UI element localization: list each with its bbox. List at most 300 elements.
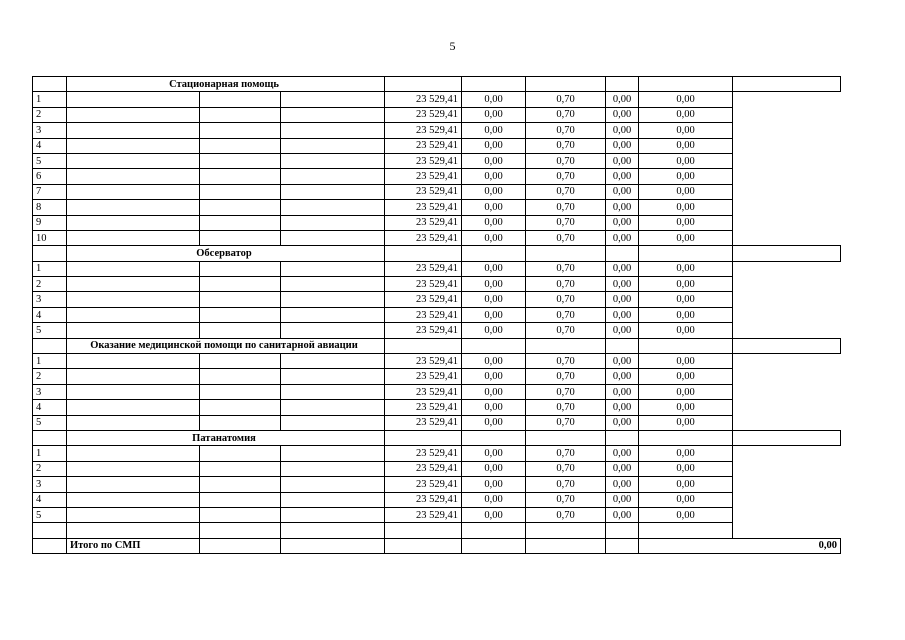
empty-cell [67, 507, 200, 522]
empty-cell [281, 492, 385, 507]
empty-cell [639, 77, 733, 92]
empty-cell [67, 461, 200, 476]
value-cell: 0,00 [606, 384, 639, 399]
empty-cell [67, 123, 200, 138]
empty-cell [200, 369, 281, 384]
empty-cell [200, 523, 281, 538]
value-cell: 0,00 [606, 507, 639, 522]
table-row [33, 507, 841, 522]
value-cell: 0,00 [606, 123, 639, 138]
empty-cell [200, 153, 281, 168]
table-body [33, 77, 841, 554]
empty-cell [526, 246, 606, 261]
empty-cell [200, 354, 281, 369]
value-cell: 0,00 [606, 200, 639, 215]
page-number: 5 [449, 39, 456, 53]
row-number: 1 [33, 354, 67, 369]
empty-cell [385, 246, 462, 261]
value-cell: 0,00 [606, 415, 639, 430]
value-cell: 0,00 [639, 354, 733, 369]
value-cell: 0,00 [606, 307, 639, 322]
empty-cell [281, 92, 385, 107]
value-cell: 0,00 [462, 477, 526, 492]
table-row [33, 354, 841, 369]
table-row [33, 307, 841, 322]
coefficient-cell: 0,70 [526, 277, 606, 292]
empty-cell [462, 338, 526, 353]
empty-cell [200, 538, 281, 553]
empty-cell [281, 477, 385, 492]
empty-cell [281, 200, 385, 215]
value-cell: 0,00 [606, 261, 639, 276]
tariff-cell: 23 529,41 [385, 184, 462, 199]
tariff-cell: 23 529,41 [385, 492, 462, 507]
empty-cell [281, 292, 385, 307]
empty-cell [606, 538, 639, 553]
value-cell: 0,00 [462, 230, 526, 245]
empty-cell [639, 246, 733, 261]
empty-cell [200, 184, 281, 199]
row-number: 1 [33, 446, 67, 461]
empty-cell [67, 230, 200, 245]
section-title: Оказание медицинской помощи по санитарной авиации [67, 338, 385, 353]
tariff-cell: 23 529,41 [385, 107, 462, 122]
table-row [33, 215, 841, 230]
empty-cell [67, 277, 200, 292]
empty-cell [281, 138, 385, 153]
empty-cell [733, 338, 841, 353]
empty-cell [526, 430, 606, 445]
value-cell: 0,00 [462, 92, 526, 107]
empty-cell [462, 538, 526, 553]
tariff-cell: 23 529,41 [385, 369, 462, 384]
empty-cell [281, 354, 385, 369]
tariff-cell: 23 529,41 [385, 461, 462, 476]
value-cell: 0,00 [462, 184, 526, 199]
coefficient-cell: 0,70 [526, 384, 606, 399]
empty-cell [385, 430, 462, 445]
row-number: 6 [33, 169, 67, 184]
value-cell: 0,00 [639, 277, 733, 292]
row-number: 4 [33, 492, 67, 507]
empty-cell [281, 277, 385, 292]
value-cell: 0,00 [639, 123, 733, 138]
empty-cell [200, 107, 281, 122]
blank-row [33, 523, 841, 538]
value-cell: 0,00 [639, 446, 733, 461]
value-cell: 0,00 [606, 446, 639, 461]
empty-cell [67, 215, 200, 230]
empty-cell [67, 323, 200, 338]
empty-cell [200, 307, 281, 322]
row-number: 5 [33, 415, 67, 430]
empty-cell [200, 400, 281, 415]
value-cell: 0,00 [639, 292, 733, 307]
total-label: Итого по СМП [67, 538, 200, 553]
coefficient-cell: 0,70 [526, 215, 606, 230]
empty-cell [200, 461, 281, 476]
empty-cell [281, 323, 385, 338]
empty-cell [281, 107, 385, 122]
table-row [33, 153, 841, 168]
empty-cell [526, 338, 606, 353]
empty-cell [200, 507, 281, 522]
value-cell: 0,00 [639, 261, 733, 276]
coefficient-cell: 0,70 [526, 138, 606, 153]
section-header-row [33, 246, 841, 261]
empty-cell [639, 523, 733, 538]
value-cell: 0,00 [639, 184, 733, 199]
coefficient-cell: 0,70 [526, 507, 606, 522]
value-cell: 0,00 [639, 323, 733, 338]
table-row [33, 400, 841, 415]
value-cell: 0,00 [639, 138, 733, 153]
value-cell: 0,00 [606, 400, 639, 415]
tariff-cell: 23 529,41 [385, 384, 462, 399]
empty-cell [67, 292, 200, 307]
empty-cell [281, 369, 385, 384]
row-number: 3 [33, 477, 67, 492]
empty-cell [606, 338, 639, 353]
value-cell: 0,00 [462, 492, 526, 507]
value-cell: 0,00 [462, 507, 526, 522]
empty-cell [67, 384, 200, 399]
row-number: 4 [33, 138, 67, 153]
empty-cell [200, 446, 281, 461]
row-number: 2 [33, 107, 67, 122]
value-cell: 0,00 [606, 492, 639, 507]
empty-cell [385, 338, 462, 353]
data-table [32, 76, 841, 554]
empty-cell [33, 246, 67, 261]
coefficient-cell: 0,70 [526, 446, 606, 461]
value-cell: 0,00 [462, 354, 526, 369]
value-cell: 0,00 [639, 384, 733, 399]
value-cell: 0,00 [462, 123, 526, 138]
table-row [33, 461, 841, 476]
empty-cell [67, 369, 200, 384]
value-cell: 0,00 [606, 215, 639, 230]
empty-cell [67, 446, 200, 461]
tariff-cell: 23 529,41 [385, 153, 462, 168]
empty-cell [281, 461, 385, 476]
row-number: 1 [33, 261, 67, 276]
row-number: 3 [33, 123, 67, 138]
row-number: 7 [33, 184, 67, 199]
empty-cell [67, 415, 200, 430]
empty-cell [200, 169, 281, 184]
tariff-cell: 23 529,41 [385, 446, 462, 461]
row-number: 3 [33, 292, 67, 307]
value-cell: 0,00 [462, 153, 526, 168]
empty-cell [281, 400, 385, 415]
value-cell: 0,00 [606, 477, 639, 492]
value-cell: 0,00 [639, 307, 733, 322]
table-row [33, 492, 841, 507]
empty-cell [281, 307, 385, 322]
empty-cell [200, 415, 281, 430]
empty-cell [385, 538, 462, 553]
empty-cell [281, 507, 385, 522]
value-cell: 0,00 [639, 507, 733, 522]
empty-cell [200, 292, 281, 307]
empty-cell [200, 230, 281, 245]
empty-cell [281, 215, 385, 230]
tariff-cell: 23 529,41 [385, 400, 462, 415]
empty-cell [33, 430, 67, 445]
value-cell: 0,00 [639, 369, 733, 384]
value-cell: 0,00 [606, 92, 639, 107]
empty-cell [733, 246, 841, 261]
coefficient-cell: 0,70 [526, 323, 606, 338]
empty-cell [67, 138, 200, 153]
empty-cell [200, 123, 281, 138]
empty-cell [733, 430, 841, 445]
empty-cell [200, 200, 281, 215]
value-cell: 0,00 [462, 400, 526, 415]
empty-cell [639, 338, 733, 353]
empty-cell [33, 338, 67, 353]
empty-cell [67, 92, 200, 107]
value-cell: 0,00 [462, 369, 526, 384]
value-cell: 0,00 [606, 107, 639, 122]
value-cell: 0,00 [462, 323, 526, 338]
table-row [33, 415, 841, 430]
row-number: 3 [33, 384, 67, 399]
empty-cell [67, 107, 200, 122]
empty-cell [281, 261, 385, 276]
section-header-row [33, 77, 841, 92]
tariff-cell: 23 529,41 [385, 415, 462, 430]
value-cell: 0,00 [606, 461, 639, 476]
empty-cell [462, 523, 526, 538]
total-value: 0,00 [639, 538, 841, 553]
value-cell: 0,00 [606, 277, 639, 292]
row-number: 9 [33, 215, 67, 230]
value-cell: 0,00 [606, 369, 639, 384]
tariff-cell: 23 529,41 [385, 507, 462, 522]
coefficient-cell: 0,70 [526, 461, 606, 476]
tariff-cell: 23 529,41 [385, 261, 462, 276]
value-cell: 0,00 [639, 230, 733, 245]
tariff-cell: 23 529,41 [385, 200, 462, 215]
empty-cell [281, 446, 385, 461]
empty-cell [200, 261, 281, 276]
empty-cell [385, 523, 462, 538]
section-title: Обсерватор [67, 246, 385, 261]
coefficient-cell: 0,70 [526, 169, 606, 184]
value-cell: 0,00 [639, 461, 733, 476]
empty-cell [733, 77, 841, 92]
table-row [33, 92, 841, 107]
row-number: 5 [33, 507, 67, 522]
coefficient-cell: 0,70 [526, 369, 606, 384]
row-number: 1 [33, 92, 67, 107]
value-cell: 0,00 [462, 200, 526, 215]
table-row [33, 277, 841, 292]
empty-cell [200, 277, 281, 292]
value-cell: 0,00 [639, 215, 733, 230]
table-row [33, 184, 841, 199]
coefficient-cell: 0,70 [526, 184, 606, 199]
empty-cell [200, 138, 281, 153]
empty-cell [67, 354, 200, 369]
value-cell: 0,00 [639, 400, 733, 415]
empty-cell [281, 384, 385, 399]
value-cell: 0,00 [462, 446, 526, 461]
empty-cell [200, 477, 281, 492]
section-header-row [33, 338, 841, 353]
value-cell: 0,00 [606, 354, 639, 369]
empty-cell [281, 230, 385, 245]
empty-cell [281, 523, 385, 538]
empty-cell [200, 492, 281, 507]
row-number: 5 [33, 153, 67, 168]
section-title: Патанатомия [67, 430, 385, 445]
tariff-cell: 23 529,41 [385, 169, 462, 184]
tariff-cell: 23 529,41 [385, 277, 462, 292]
empty-cell [462, 77, 526, 92]
coefficient-cell: 0,70 [526, 153, 606, 168]
total-row [33, 538, 841, 553]
row-number: 2 [33, 461, 67, 476]
value-cell: 0,00 [462, 261, 526, 276]
value-cell: 0,00 [606, 184, 639, 199]
coefficient-cell: 0,70 [526, 123, 606, 138]
table-row [33, 446, 841, 461]
empty-cell [606, 246, 639, 261]
value-cell: 0,00 [606, 230, 639, 245]
empty-cell [33, 77, 67, 92]
empty-cell [462, 246, 526, 261]
table-row [33, 292, 841, 307]
value-cell: 0,00 [462, 138, 526, 153]
value-cell: 0,00 [606, 292, 639, 307]
value-cell: 0,00 [639, 200, 733, 215]
empty-cell [67, 200, 200, 215]
value-cell: 0,00 [462, 215, 526, 230]
tariff-cell: 23 529,41 [385, 323, 462, 338]
empty-cell [606, 77, 639, 92]
coefficient-cell: 0,70 [526, 354, 606, 369]
row-number: 4 [33, 400, 67, 415]
value-cell: 0,00 [462, 107, 526, 122]
empty-cell [462, 430, 526, 445]
table-row [33, 169, 841, 184]
coefficient-cell: 0,70 [526, 307, 606, 322]
value-cell: 0,00 [462, 169, 526, 184]
tariff-cell: 23 529,41 [385, 215, 462, 230]
empty-cell [606, 523, 639, 538]
empty-cell [385, 77, 462, 92]
empty-cell [281, 415, 385, 430]
table-row [33, 261, 841, 276]
empty-cell [200, 215, 281, 230]
value-cell: 0,00 [639, 477, 733, 492]
empty-cell [606, 430, 639, 445]
value-cell: 0,00 [639, 415, 733, 430]
tariff-cell: 23 529,41 [385, 138, 462, 153]
coefficient-cell: 0,70 [526, 261, 606, 276]
empty-cell [33, 538, 67, 553]
empty-cell [281, 153, 385, 168]
table-row [33, 123, 841, 138]
coefficient-cell: 0,70 [526, 230, 606, 245]
value-cell: 0,00 [606, 169, 639, 184]
tariff-cell: 23 529,41 [385, 123, 462, 138]
value-cell: 0,00 [639, 107, 733, 122]
table-row [33, 107, 841, 122]
value-cell: 0,00 [606, 153, 639, 168]
table-row [33, 138, 841, 153]
value-cell: 0,00 [606, 138, 639, 153]
coefficient-cell: 0,70 [526, 477, 606, 492]
value-cell: 0,00 [462, 307, 526, 322]
section-title: Стационарная помощь [67, 77, 385, 92]
empty-cell [67, 184, 200, 199]
row-number: 5 [33, 323, 67, 338]
value-cell: 0,00 [462, 384, 526, 399]
value-cell: 0,00 [462, 277, 526, 292]
row-number: 10 [33, 230, 67, 245]
empty-cell [526, 538, 606, 553]
empty-cell [67, 477, 200, 492]
empty-cell [281, 538, 385, 553]
tariff-cell: 23 529,41 [385, 92, 462, 107]
empty-cell [639, 430, 733, 445]
tariff-cell: 23 529,41 [385, 230, 462, 245]
empty-cell [200, 92, 281, 107]
value-cell: 0,00 [639, 153, 733, 168]
row-number: 4 [33, 307, 67, 322]
value-cell: 0,00 [639, 92, 733, 107]
empty-cell [67, 153, 200, 168]
empty-cell [33, 523, 67, 538]
value-cell: 0,00 [639, 492, 733, 507]
table-row [33, 200, 841, 215]
value-cell: 0,00 [462, 292, 526, 307]
table-row [33, 384, 841, 399]
empty-cell [200, 323, 281, 338]
row-number: 8 [33, 200, 67, 215]
value-cell: 0,00 [462, 461, 526, 476]
empty-cell [281, 123, 385, 138]
table-row [33, 323, 841, 338]
table-row [33, 369, 841, 384]
coefficient-cell: 0,70 [526, 415, 606, 430]
table-row [33, 230, 841, 245]
table-row [33, 477, 841, 492]
tariff-cell: 23 529,41 [385, 292, 462, 307]
empty-cell [67, 261, 200, 276]
section-header-row [33, 430, 841, 445]
coefficient-cell: 0,70 [526, 292, 606, 307]
coefficient-cell: 0,70 [526, 92, 606, 107]
tariff-cell: 23 529,41 [385, 354, 462, 369]
empty-cell [526, 523, 606, 538]
row-number: 2 [33, 369, 67, 384]
tariff-cell: 23 529,41 [385, 307, 462, 322]
value-cell: 0,00 [639, 169, 733, 184]
empty-cell [200, 384, 281, 399]
empty-cell [67, 307, 200, 322]
row-number: 2 [33, 277, 67, 292]
empty-cell [281, 169, 385, 184]
coefficient-cell: 0,70 [526, 200, 606, 215]
coefficient-cell: 0,70 [526, 492, 606, 507]
empty-cell [281, 184, 385, 199]
empty-cell [67, 400, 200, 415]
